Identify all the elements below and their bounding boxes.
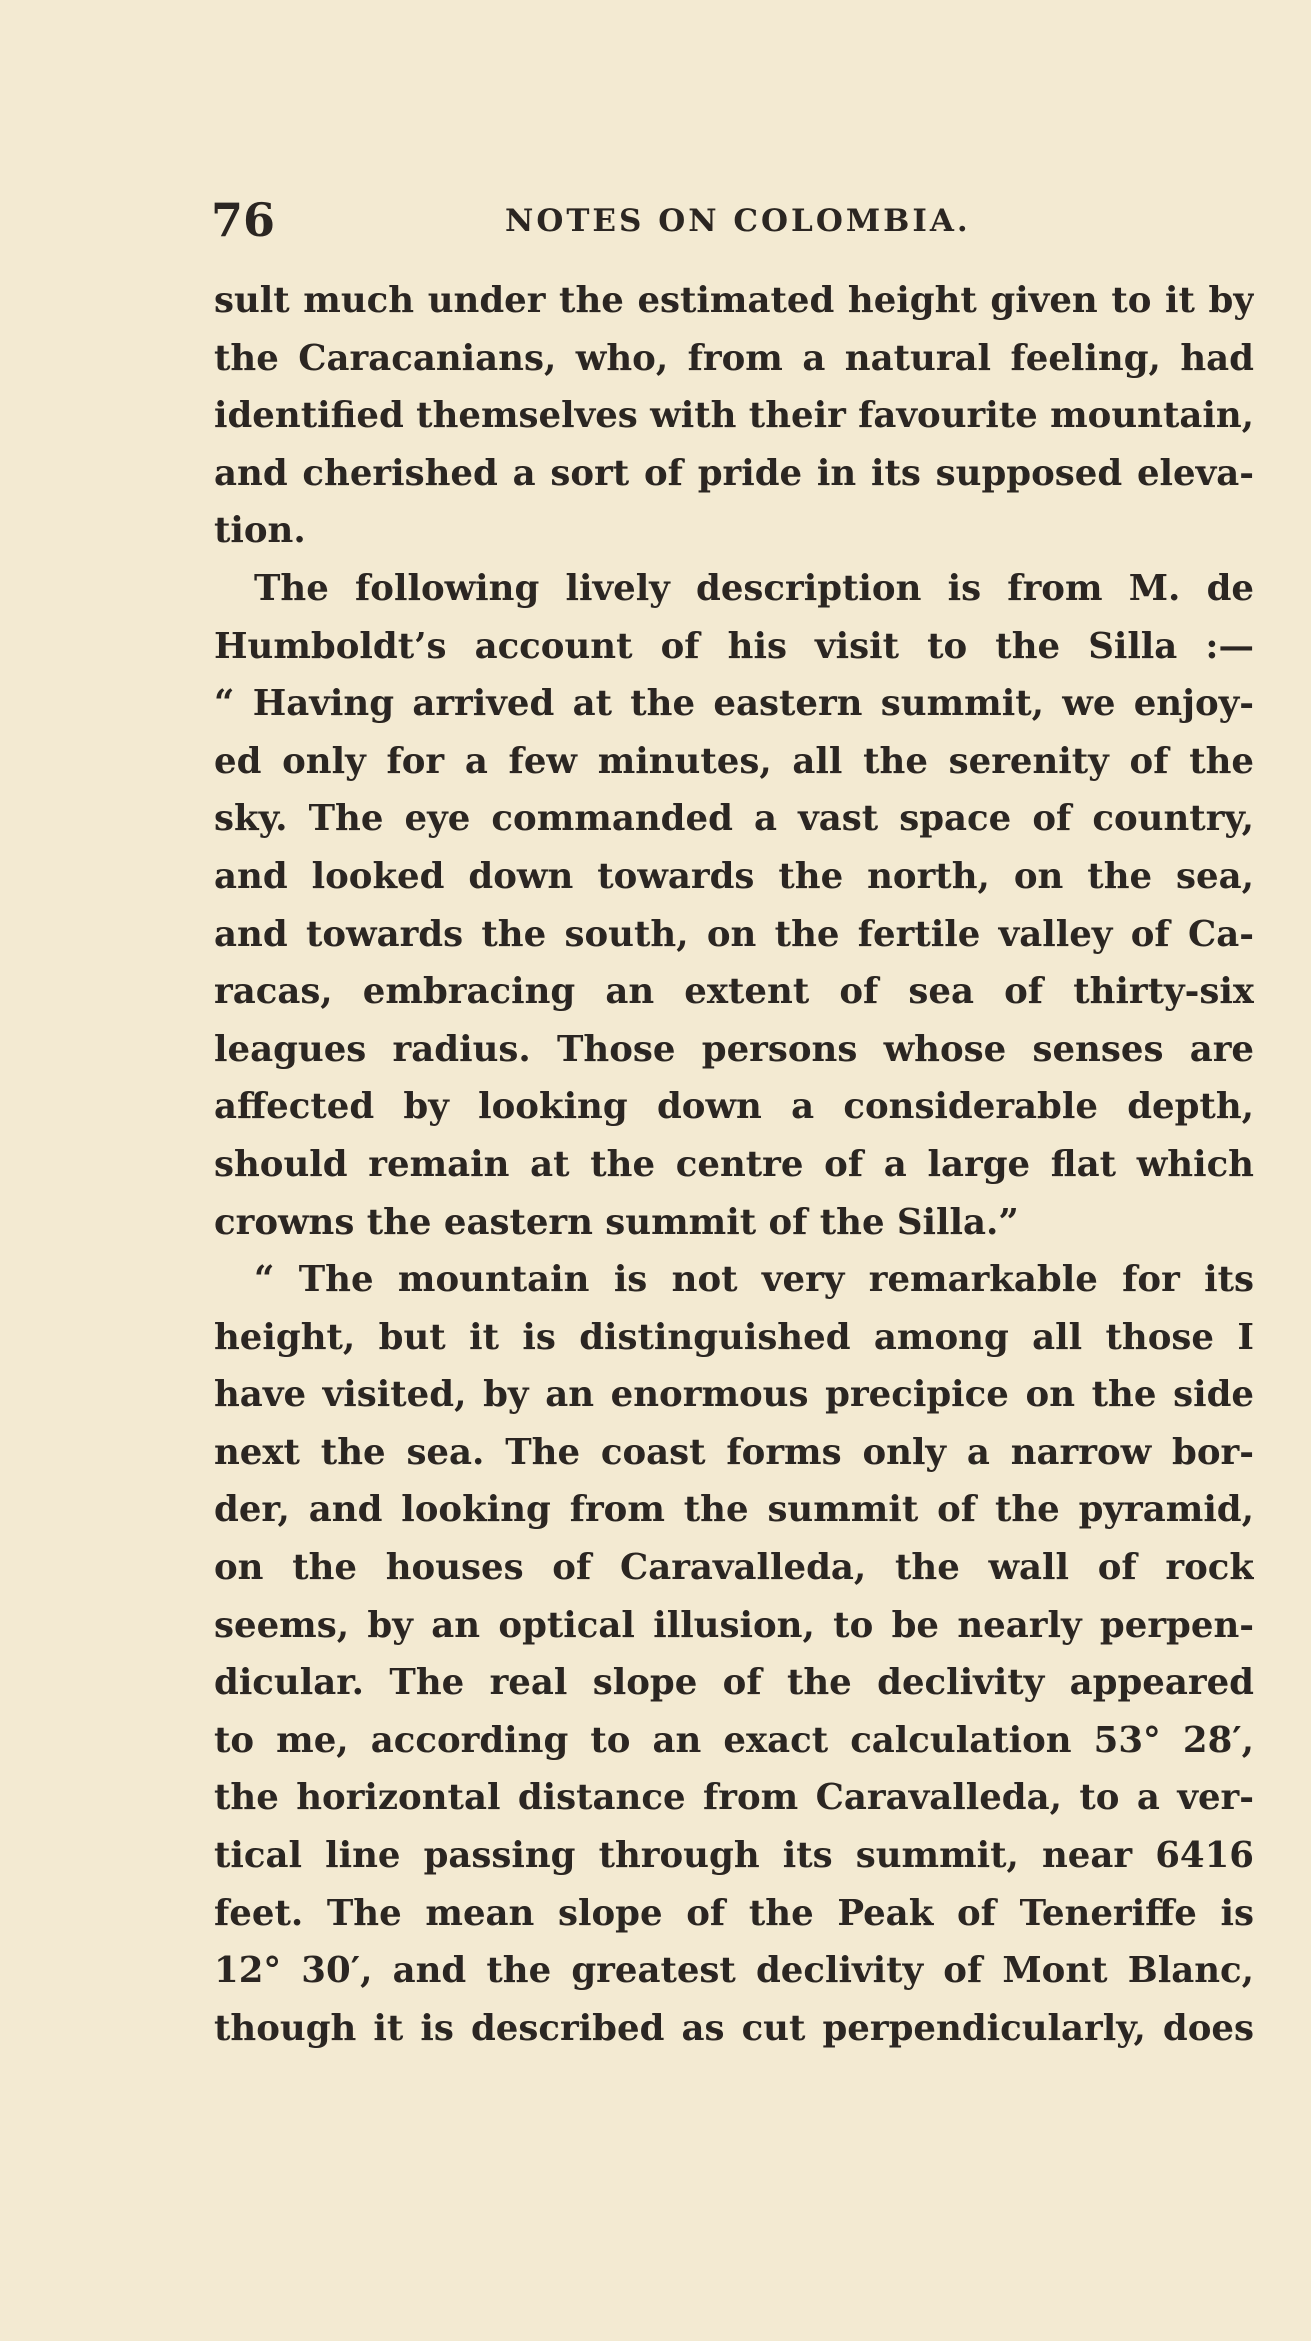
text-line: tion. — [214, 510, 306, 552]
text-line: “ The mountain is not very remarkable for its — [254, 1259, 1254, 1301]
text-line: seems, by an optical illusion, to be nearly perpen- — [214, 1604, 1254, 1646]
page-number: 76 — [211, 193, 276, 247]
text-line: identified themselves with their favourite mountain, — [214, 395, 1254, 437]
text-line: leagues radius. Those persons whose senses are — [214, 1028, 1254, 1070]
text-line: sult much under the estimated height given to it by — [214, 280, 1254, 321]
text-line: though it is described as cut perpendicularly, does — [214, 2007, 1254, 2049]
text-line: and towards the south, on the fertile valley of Ca- — [214, 913, 1254, 955]
text-line: feet. The mean slope of the Peak of Teneriffe is — [214, 1892, 1254, 1934]
text-line: dicular. The real slope of the declivity appeared — [214, 1662, 1254, 1704]
text-line: the horizontal distance from Caravalleda, to a ver- — [214, 1777, 1254, 1819]
text-line: crowns the eastern summit of the Silla.” — [214, 1201, 1019, 1243]
text-line: “ Having arrived at the eastern summit, we enjoy- — [214, 683, 1254, 725]
text-line: The following lively description is from M. de — [254, 567, 1254, 609]
text-line: der, and looking from the summit of the pyramid, — [214, 1489, 1254, 1531]
running-title: NOTES ON COLOMBIA. — [505, 203, 971, 239]
body-text — [214, 272, 1254, 2057]
text-line: affected by looking down a considerable depth, — [214, 1086, 1254, 1128]
text-line: ed only for a few minutes, all the serenity of the — [214, 740, 1254, 782]
text-line: to me, according to an exact calculation 53° 28′, — [214, 1719, 1254, 1761]
text-line: Humboldt’s account of his visit to the Silla :— — [214, 625, 1254, 667]
text-line: sky. The eye commanded a vast space of country, — [214, 798, 1254, 840]
text-line: and cherished a sort of pride in its supposed eleva- — [214, 452, 1254, 494]
text-line: racas, embracing an extent of sea of thirty-six — [214, 971, 1254, 1013]
text-line: should remain at the centre of a large flat which — [214, 1143, 1254, 1185]
text-line: have visited, by an enormous precipice on the side — [214, 1374, 1254, 1416]
text-line: and looked down towards the north, on the sea, — [214, 855, 1254, 897]
text-line: next the sea. The coast forms only a narrow bor- — [214, 1431, 1254, 1473]
text-line: tical line passing through its summit, near 6416 — [214, 1835, 1254, 1877]
text-line: on the houses of Caravalleda, the wall of rock — [214, 1547, 1254, 1589]
text-line: height, but it is distinguished among all those I — [214, 1316, 1254, 1358]
running-head — [211, 190, 1241, 250]
text-line: 12° 30′, and the greatest declivity of Mont Blanc, — [214, 1950, 1254, 1992]
text-line: the Caracanians, who, from a natural feeling, had — [214, 337, 1254, 379]
